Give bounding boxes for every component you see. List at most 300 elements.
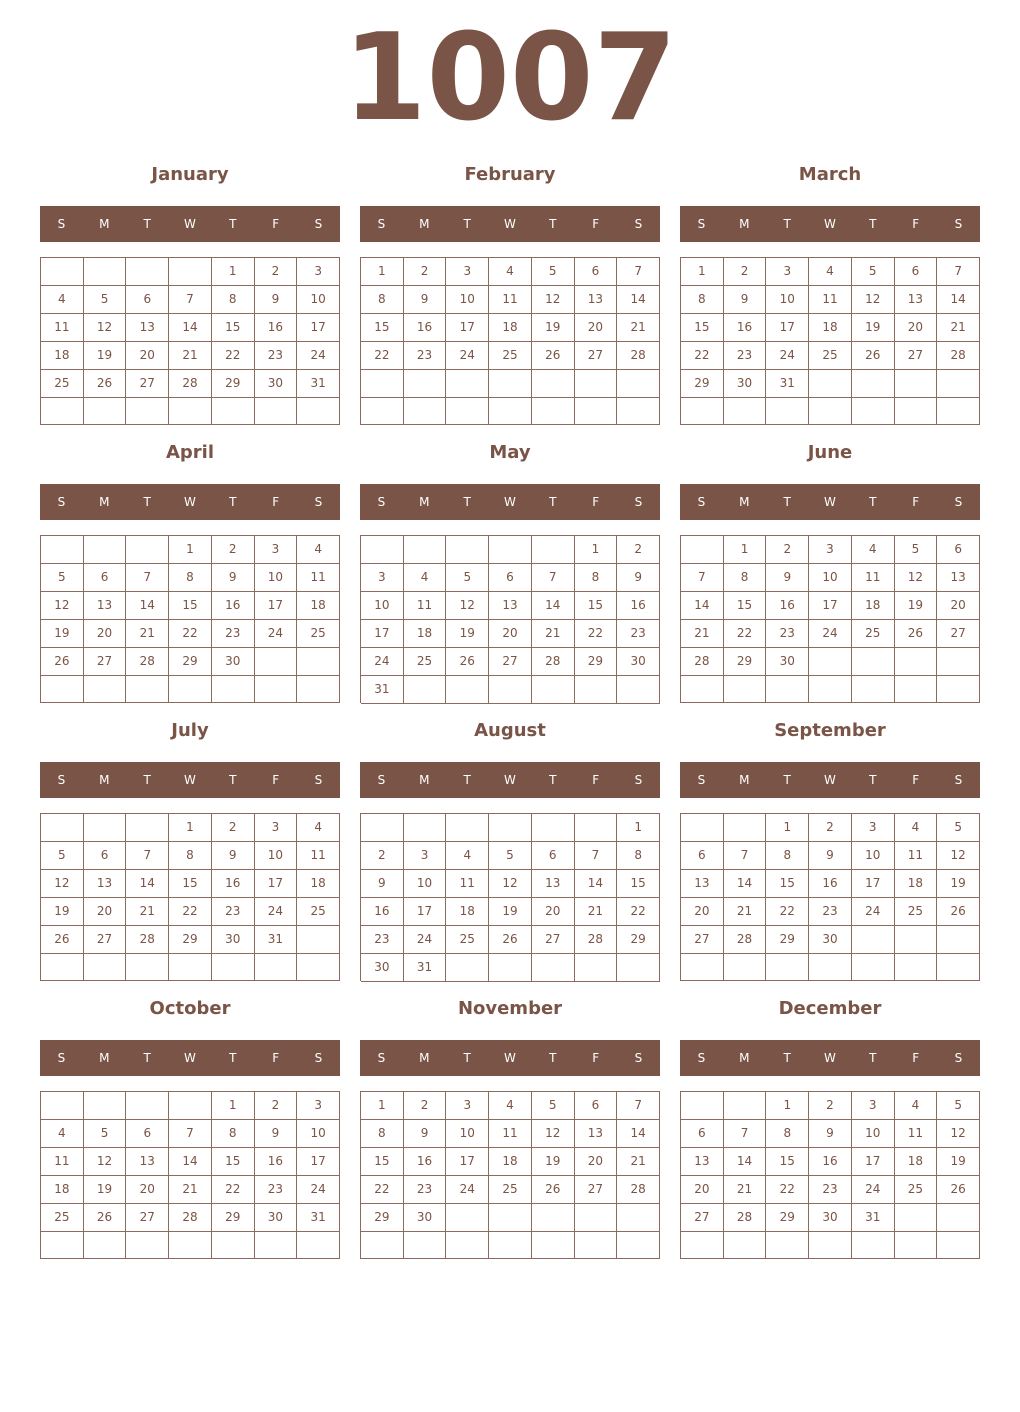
day-cell[interactable]: 6 [681, 842, 724, 870]
day-cell[interactable]: 12 [937, 842, 980, 870]
day-cell[interactable]: 21 [169, 1176, 212, 1204]
day-cell[interactable]: 18 [446, 898, 489, 926]
day-cell[interactable]: 6 [937, 536, 980, 564]
day-cell[interactable]: 27 [575, 342, 618, 370]
day-cell[interactable]: 13 [575, 286, 618, 314]
day-cell[interactable]: 24 [446, 342, 489, 370]
day-cell[interactable]: 26 [84, 370, 127, 398]
day-cell[interactable]: 1 [724, 536, 767, 564]
day-cell[interactable]: 4 [41, 286, 84, 314]
day-cell[interactable]: 5 [84, 1120, 127, 1148]
day-cell[interactable]: 2 [255, 1092, 298, 1120]
day-cell[interactable]: 19 [532, 1148, 575, 1176]
day-cell[interactable]: 3 [297, 1092, 340, 1120]
day-cell[interactable]: 22 [617, 898, 660, 926]
day-cell[interactable]: 17 [766, 314, 809, 342]
day-cell[interactable]: 10 [361, 592, 404, 620]
day-cell[interactable]: 3 [446, 258, 489, 286]
day-cell[interactable]: 15 [212, 1148, 255, 1176]
day-cell[interactable]: 24 [297, 1176, 340, 1204]
day-cell[interactable]: 23 [212, 620, 255, 648]
day-cell[interactable]: 4 [895, 1092, 938, 1120]
day-cell[interactable]: 9 [404, 286, 447, 314]
day-cell[interactable]: 11 [895, 1120, 938, 1148]
day-cell[interactable]: 20 [937, 592, 980, 620]
day-cell[interactable]: 26 [532, 342, 575, 370]
day-cell[interactable]: 15 [169, 592, 212, 620]
day-cell[interactable]: 3 [766, 258, 809, 286]
day-cell[interactable]: 1 [617, 814, 660, 842]
day-cell[interactable]: 19 [84, 342, 127, 370]
day-cell[interactable]: 23 [617, 620, 660, 648]
day-cell[interactable]: 25 [297, 898, 340, 926]
day-cell[interactable]: 23 [766, 620, 809, 648]
day-cell[interactable]: 17 [446, 314, 489, 342]
day-cell[interactable]: 14 [617, 1120, 660, 1148]
day-cell[interactable]: 1 [766, 814, 809, 842]
day-cell[interactable]: 20 [575, 1148, 618, 1176]
day-cell[interactable]: 27 [895, 342, 938, 370]
day-cell[interactable]: 27 [681, 1204, 724, 1232]
day-cell[interactable]: 27 [126, 1204, 169, 1232]
day-cell[interactable]: 25 [404, 648, 447, 676]
day-cell[interactable]: 27 [126, 370, 169, 398]
day-cell[interactable]: 23 [809, 1176, 852, 1204]
day-cell[interactable]: 22 [212, 342, 255, 370]
day-cell[interactable]: 15 [361, 1148, 404, 1176]
day-cell[interactable]: 15 [617, 870, 660, 898]
day-cell[interactable]: 19 [41, 620, 84, 648]
day-cell[interactable]: 24 [852, 898, 895, 926]
day-cell[interactable]: 28 [169, 1204, 212, 1232]
day-cell[interactable]: 30 [255, 1204, 298, 1232]
day-cell[interactable]: 28 [617, 342, 660, 370]
day-cell[interactable]: 8 [212, 286, 255, 314]
day-cell[interactable]: 11 [41, 314, 84, 342]
day-cell[interactable]: 17 [255, 592, 298, 620]
day-cell[interactable]: 19 [41, 898, 84, 926]
day-cell[interactable]: 6 [532, 842, 575, 870]
day-cell[interactable]: 8 [724, 564, 767, 592]
day-cell[interactable]: 21 [617, 1148, 660, 1176]
day-cell[interactable]: 24 [809, 620, 852, 648]
day-cell[interactable]: 12 [446, 592, 489, 620]
day-cell[interactable]: 6 [126, 1120, 169, 1148]
day-cell[interactable]: 11 [446, 870, 489, 898]
day-cell[interactable]: 17 [404, 898, 447, 926]
day-cell[interactable]: 9 [361, 870, 404, 898]
day-cell[interactable]: 10 [446, 1120, 489, 1148]
day-cell[interactable]: 1 [169, 536, 212, 564]
day-cell[interactable]: 9 [766, 564, 809, 592]
day-cell[interactable]: 20 [126, 342, 169, 370]
day-cell[interactable]: 30 [404, 1204, 447, 1232]
day-cell[interactable]: 4 [404, 564, 447, 592]
day-cell[interactable]: 5 [532, 258, 575, 286]
day-cell[interactable]: 6 [575, 1092, 618, 1120]
day-cell[interactable]: 31 [297, 370, 340, 398]
day-cell[interactable]: 27 [84, 648, 127, 676]
day-cell[interactable]: 7 [532, 564, 575, 592]
day-cell[interactable]: 19 [852, 314, 895, 342]
day-cell[interactable]: 25 [489, 1176, 532, 1204]
day-cell[interactable]: 25 [489, 342, 532, 370]
day-cell[interactable]: 3 [404, 842, 447, 870]
day-cell[interactable]: 10 [446, 286, 489, 314]
day-cell[interactable]: 12 [84, 314, 127, 342]
day-cell[interactable]: 14 [169, 1148, 212, 1176]
day-cell[interactable]: 16 [361, 898, 404, 926]
day-cell[interactable]: 7 [126, 842, 169, 870]
day-cell[interactable]: 13 [681, 870, 724, 898]
day-cell[interactable]: 7 [724, 1120, 767, 1148]
day-cell[interactable]: 23 [404, 342, 447, 370]
day-cell[interactable]: 29 [724, 648, 767, 676]
day-cell[interactable]: 24 [446, 1176, 489, 1204]
day-cell[interactable]: 22 [169, 898, 212, 926]
day-cell[interactable]: 10 [852, 842, 895, 870]
day-cell[interactable]: 22 [575, 620, 618, 648]
day-cell[interactable]: 21 [617, 314, 660, 342]
day-cell[interactable]: 18 [489, 314, 532, 342]
day-cell[interactable]: 9 [724, 286, 767, 314]
day-cell[interactable]: 12 [84, 1148, 127, 1176]
day-cell[interactable]: 21 [126, 620, 169, 648]
day-cell[interactable]: 2 [212, 536, 255, 564]
day-cell[interactable]: 19 [84, 1176, 127, 1204]
day-cell[interactable]: 16 [404, 1148, 447, 1176]
day-cell[interactable]: 14 [617, 286, 660, 314]
day-cell[interactable]: 23 [404, 1176, 447, 1204]
day-cell[interactable]: 3 [446, 1092, 489, 1120]
day-cell[interactable]: 28 [126, 926, 169, 954]
day-cell[interactable]: 5 [489, 842, 532, 870]
day-cell[interactable]: 5 [41, 842, 84, 870]
day-cell[interactable]: 11 [41, 1148, 84, 1176]
day-cell[interactable]: 5 [84, 286, 127, 314]
day-cell[interactable]: 23 [212, 898, 255, 926]
day-cell[interactable]: 4 [297, 536, 340, 564]
day-cell[interactable]: 1 [575, 536, 618, 564]
day-cell[interactable]: 30 [724, 370, 767, 398]
day-cell[interactable]: 13 [575, 1120, 618, 1148]
day-cell[interactable]: 15 [766, 1148, 809, 1176]
day-cell[interactable]: 19 [532, 314, 575, 342]
day-cell[interactable]: 29 [617, 926, 660, 954]
day-cell[interactable]: 25 [895, 1176, 938, 1204]
day-cell[interactable]: 10 [766, 286, 809, 314]
day-cell[interactable]: 2 [404, 1092, 447, 1120]
day-cell[interactable]: 1 [169, 814, 212, 842]
day-cell[interactable]: 27 [937, 620, 980, 648]
day-cell[interactable]: 2 [724, 258, 767, 286]
day-cell[interactable]: 3 [255, 814, 298, 842]
day-cell[interactable]: 9 [809, 1120, 852, 1148]
day-cell[interactable]: 2 [404, 258, 447, 286]
day-cell[interactable]: 4 [489, 258, 532, 286]
day-cell[interactable]: 7 [169, 1120, 212, 1148]
day-cell[interactable]: 19 [895, 592, 938, 620]
day-cell[interactable]: 15 [212, 314, 255, 342]
day-cell[interactable]: 11 [809, 286, 852, 314]
day-cell[interactable]: 25 [297, 620, 340, 648]
day-cell[interactable]: 8 [617, 842, 660, 870]
day-cell[interactable]: 19 [489, 898, 532, 926]
day-cell[interactable]: 16 [212, 592, 255, 620]
day-cell[interactable]: 13 [126, 314, 169, 342]
day-cell[interactable]: 11 [489, 1120, 532, 1148]
day-cell[interactable]: 24 [766, 342, 809, 370]
day-cell[interactable]: 29 [681, 370, 724, 398]
day-cell[interactable]: 27 [532, 926, 575, 954]
day-cell[interactable]: 24 [255, 620, 298, 648]
day-cell[interactable]: 31 [852, 1204, 895, 1232]
day-cell[interactable]: 27 [84, 926, 127, 954]
day-cell[interactable]: 19 [937, 1148, 980, 1176]
day-cell[interactable]: 8 [212, 1120, 255, 1148]
day-cell[interactable]: 22 [361, 1176, 404, 1204]
day-cell[interactable]: 29 [575, 648, 618, 676]
day-cell[interactable]: 18 [41, 1176, 84, 1204]
day-cell[interactable]: 26 [532, 1176, 575, 1204]
day-cell[interactable]: 24 [255, 898, 298, 926]
day-cell[interactable]: 12 [532, 1120, 575, 1148]
day-cell[interactable]: 22 [361, 342, 404, 370]
day-cell[interactable]: 20 [84, 898, 127, 926]
day-cell[interactable]: 23 [724, 342, 767, 370]
day-cell[interactable]: 2 [766, 536, 809, 564]
day-cell[interactable]: 30 [212, 648, 255, 676]
day-cell[interactable]: 18 [489, 1148, 532, 1176]
day-cell[interactable]: 14 [126, 592, 169, 620]
day-cell[interactable]: 16 [212, 870, 255, 898]
day-cell[interactable]: 4 [297, 814, 340, 842]
day-cell[interactable]: 10 [297, 1120, 340, 1148]
day-cell[interactable]: 7 [169, 286, 212, 314]
day-cell[interactable]: 12 [489, 870, 532, 898]
day-cell[interactable]: 18 [809, 314, 852, 342]
day-cell[interactable]: 22 [212, 1176, 255, 1204]
day-cell[interactable]: 9 [212, 564, 255, 592]
day-cell[interactable]: 28 [126, 648, 169, 676]
day-cell[interactable]: 11 [489, 286, 532, 314]
day-cell[interactable]: 16 [809, 1148, 852, 1176]
day-cell[interactable]: 28 [724, 926, 767, 954]
day-cell[interactable]: 11 [297, 842, 340, 870]
day-cell[interactable]: 13 [937, 564, 980, 592]
day-cell[interactable]: 22 [681, 342, 724, 370]
day-cell[interactable]: 23 [255, 342, 298, 370]
day-cell[interactable]: 3 [255, 536, 298, 564]
day-cell[interactable]: 25 [895, 898, 938, 926]
day-cell[interactable]: 29 [766, 926, 809, 954]
day-cell[interactable]: 30 [361, 954, 404, 982]
day-cell[interactable]: 28 [724, 1204, 767, 1232]
day-cell[interactable]: 21 [681, 620, 724, 648]
day-cell[interactable]: 10 [255, 564, 298, 592]
day-cell[interactable]: 8 [575, 564, 618, 592]
day-cell[interactable]: 12 [41, 592, 84, 620]
day-cell[interactable]: 30 [809, 926, 852, 954]
day-cell[interactable]: 17 [446, 1148, 489, 1176]
day-cell[interactable]: 1 [361, 258, 404, 286]
day-cell[interactable]: 23 [255, 1176, 298, 1204]
day-cell[interactable]: 1 [766, 1092, 809, 1120]
day-cell[interactable]: 15 [766, 870, 809, 898]
day-cell[interactable]: 18 [297, 870, 340, 898]
day-cell[interactable]: 26 [852, 342, 895, 370]
day-cell[interactable]: 3 [361, 564, 404, 592]
day-cell[interactable]: 14 [126, 870, 169, 898]
day-cell[interactable]: 26 [446, 648, 489, 676]
day-cell[interactable]: 31 [766, 370, 809, 398]
day-cell[interactable]: 26 [937, 1176, 980, 1204]
day-cell[interactable]: 5 [532, 1092, 575, 1120]
day-cell[interactable]: 1 [212, 258, 255, 286]
day-cell[interactable]: 16 [809, 870, 852, 898]
day-cell[interactable]: 9 [404, 1120, 447, 1148]
day-cell[interactable]: 7 [937, 258, 980, 286]
day-cell[interactable]: 19 [937, 870, 980, 898]
day-cell[interactable]: 11 [895, 842, 938, 870]
day-cell[interactable]: 28 [169, 370, 212, 398]
day-cell[interactable]: 13 [895, 286, 938, 314]
day-cell[interactable]: 26 [489, 926, 532, 954]
day-cell[interactable]: 12 [852, 286, 895, 314]
day-cell[interactable]: 14 [169, 314, 212, 342]
day-cell[interactable]: 16 [255, 1148, 298, 1176]
day-cell[interactable]: 31 [255, 926, 298, 954]
day-cell[interactable]: 5 [895, 536, 938, 564]
day-cell[interactable]: 8 [361, 1120, 404, 1148]
day-cell[interactable]: 17 [809, 592, 852, 620]
day-cell[interactable]: 28 [532, 648, 575, 676]
day-cell[interactable]: 16 [255, 314, 298, 342]
day-cell[interactable]: 8 [361, 286, 404, 314]
day-cell[interactable]: 25 [446, 926, 489, 954]
day-cell[interactable]: 11 [404, 592, 447, 620]
day-cell[interactable]: 20 [84, 620, 127, 648]
day-cell[interactable]: 13 [489, 592, 532, 620]
day-cell[interactable]: 29 [766, 1204, 809, 1232]
day-cell[interactable]: 17 [255, 870, 298, 898]
day-cell[interactable]: 2 [809, 1092, 852, 1120]
day-cell[interactable]: 7 [617, 258, 660, 286]
day-cell[interactable]: 15 [724, 592, 767, 620]
day-cell[interactable]: 20 [895, 314, 938, 342]
day-cell[interactable]: 25 [809, 342, 852, 370]
day-cell[interactable]: 24 [404, 926, 447, 954]
day-cell[interactable]: 7 [126, 564, 169, 592]
day-cell[interactable]: 8 [766, 842, 809, 870]
day-cell[interactable]: 12 [532, 286, 575, 314]
day-cell[interactable]: 26 [937, 898, 980, 926]
day-cell[interactable]: 21 [126, 898, 169, 926]
day-cell[interactable]: 1 [681, 258, 724, 286]
day-cell[interactable]: 7 [724, 842, 767, 870]
day-cell[interactable]: 7 [681, 564, 724, 592]
day-cell[interactable]: 29 [169, 926, 212, 954]
day-cell[interactable]: 30 [255, 370, 298, 398]
day-cell[interactable]: 1 [361, 1092, 404, 1120]
day-cell[interactable]: 4 [41, 1120, 84, 1148]
day-cell[interactable]: 1 [212, 1092, 255, 1120]
day-cell[interactable]: 14 [724, 1148, 767, 1176]
day-cell[interactable]: 6 [84, 842, 127, 870]
day-cell[interactable]: 24 [361, 648, 404, 676]
day-cell[interactable]: 2 [255, 258, 298, 286]
day-cell[interactable]: 20 [681, 1176, 724, 1204]
day-cell[interactable]: 26 [84, 1204, 127, 1232]
day-cell[interactable]: 10 [297, 286, 340, 314]
day-cell[interactable]: 6 [895, 258, 938, 286]
day-cell[interactable]: 28 [575, 926, 618, 954]
day-cell[interactable]: 8 [169, 842, 212, 870]
day-cell[interactable]: 6 [489, 564, 532, 592]
day-cell[interactable]: 20 [575, 314, 618, 342]
day-cell[interactable]: 13 [126, 1148, 169, 1176]
day-cell[interactable]: 20 [532, 898, 575, 926]
day-cell[interactable]: 8 [169, 564, 212, 592]
day-cell[interactable]: 5 [852, 258, 895, 286]
day-cell[interactable]: 9 [255, 286, 298, 314]
day-cell[interactable]: 25 [41, 1204, 84, 1232]
day-cell[interactable]: 22 [766, 1176, 809, 1204]
day-cell[interactable]: 21 [724, 1176, 767, 1204]
day-cell[interactable]: 2 [212, 814, 255, 842]
day-cell[interactable]: 26 [41, 648, 84, 676]
day-cell[interactable]: 3 [809, 536, 852, 564]
day-cell[interactable]: 13 [84, 870, 127, 898]
day-cell[interactable]: 21 [937, 314, 980, 342]
day-cell[interactable]: 6 [681, 1120, 724, 1148]
day-cell[interactable]: 14 [575, 870, 618, 898]
day-cell[interactable]: 11 [852, 564, 895, 592]
day-cell[interactable]: 18 [297, 592, 340, 620]
day-cell[interactable]: 3 [852, 814, 895, 842]
day-cell[interactable]: 17 [297, 1148, 340, 1176]
day-cell[interactable]: 17 [852, 870, 895, 898]
day-cell[interactable]: 18 [895, 870, 938, 898]
day-cell[interactable]: 22 [169, 620, 212, 648]
day-cell[interactable]: 25 [41, 370, 84, 398]
day-cell[interactable]: 16 [766, 592, 809, 620]
day-cell[interactable]: 21 [575, 898, 618, 926]
day-cell[interactable]: 27 [489, 648, 532, 676]
day-cell[interactable]: 7 [575, 842, 618, 870]
day-cell[interactable]: 22 [766, 898, 809, 926]
day-cell[interactable]: 26 [895, 620, 938, 648]
day-cell[interactable]: 15 [169, 870, 212, 898]
day-cell[interactable]: 21 [532, 620, 575, 648]
day-cell[interactable]: 4 [489, 1092, 532, 1120]
day-cell[interactable]: 18 [852, 592, 895, 620]
day-cell[interactable]: 14 [532, 592, 575, 620]
day-cell[interactable]: 15 [361, 314, 404, 342]
day-cell[interactable]: 20 [681, 898, 724, 926]
day-cell[interactable]: 9 [809, 842, 852, 870]
day-cell[interactable]: 28 [617, 1176, 660, 1204]
day-cell[interactable]: 6 [575, 258, 618, 286]
day-cell[interactable]: 6 [84, 564, 127, 592]
day-cell[interactable]: 4 [895, 814, 938, 842]
day-cell[interactable]: 21 [724, 898, 767, 926]
day-cell[interactable]: 18 [895, 1148, 938, 1176]
day-cell[interactable]: 7 [617, 1092, 660, 1120]
day-cell[interactable]: 24 [852, 1176, 895, 1204]
day-cell[interactable]: 18 [41, 342, 84, 370]
day-cell[interactable]: 27 [681, 926, 724, 954]
